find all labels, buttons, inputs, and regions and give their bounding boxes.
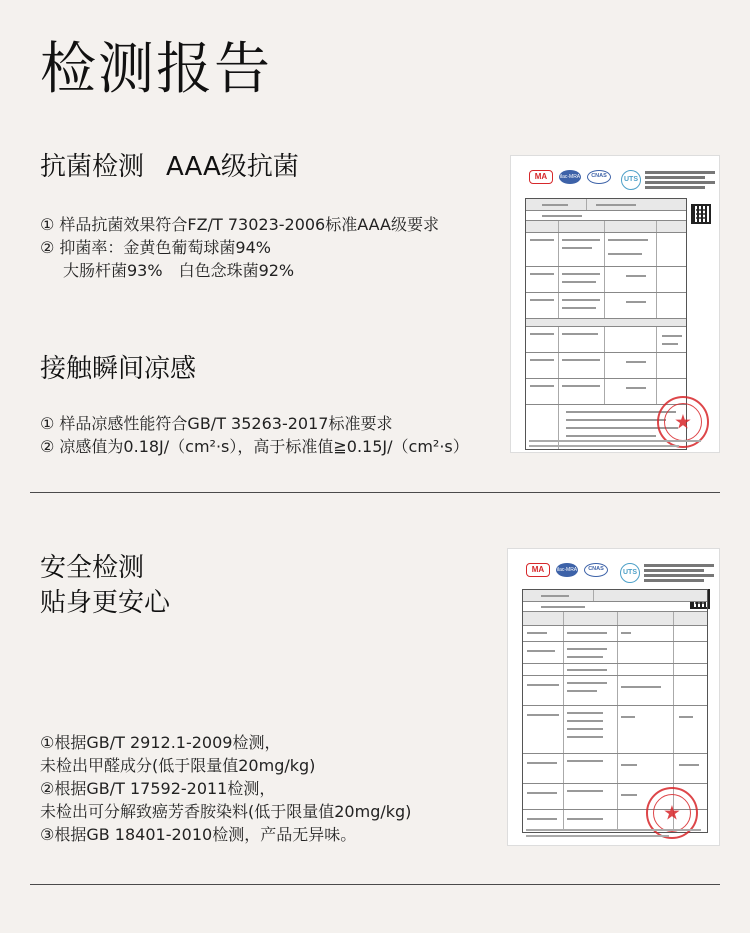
- safety-line-5: ③根据GB 18401-2010检测，产品无异味。: [40, 825, 357, 844]
- cooling-title: 接触瞬间凉感: [40, 354, 197, 384]
- antibacterial-grade: AAA级抗菌: [166, 152, 299, 182]
- page-title: 检测报告: [40, 37, 272, 102]
- qr-code-icon: [691, 204, 711, 224]
- antibacterial-title: 抗菌检测: [40, 152, 145, 182]
- section-divider-bottom: [30, 884, 720, 885]
- certificate-image-antibacterial: [510, 155, 720, 453]
- antibacterial-heading: [40, 150, 299, 184]
- certificate-image-safety: [507, 548, 720, 846]
- ilac-logo: ilac-MRA: [556, 563, 578, 577]
- cert-logos: [526, 563, 608, 577]
- cooling-line-2: ② 凉感值为0.18J/（cm²·s），高于标准值≧0.15J/（cm²·s）: [40, 437, 469, 456]
- safety-line-2: 未检出甲醛成分(低于限量值20mg/kg): [40, 756, 316, 775]
- lab-name-lines: [644, 564, 714, 584]
- safety-line-3: ②根据GB/T 17592-2011检测，: [40, 779, 276, 798]
- cma-logo: MA: [529, 170, 553, 184]
- safety-title-line-2: 贴身更安心: [40, 588, 171, 618]
- safety-line-1: ①根据GB/T 2912.1-2009检测，: [40, 733, 281, 752]
- ilac-logo: ilac-MRA: [559, 170, 581, 184]
- cnas-logo: CNAS: [587, 170, 611, 184]
- lab-name-lines: [645, 171, 715, 191]
- safety-title-line-1: 安全检测: [40, 553, 145, 583]
- official-seal-icon: ★: [646, 787, 698, 839]
- uts-logo: UTS: [621, 170, 641, 190]
- cnas-logo: CNAS: [584, 563, 608, 577]
- antibacterial-line-1: ① 样品抗菌效果符合FZ/T 73023-2006标准AAA级要求: [40, 215, 439, 234]
- antibacterial-line-2: ② 抑菌率：金黄色葡萄球菌94%: [40, 238, 271, 257]
- cma-logo: MA: [526, 563, 550, 577]
- section-divider: [30, 492, 720, 493]
- antibacterial-line-3: 大肠杆菌93% 白色念珠菌92%: [63, 261, 295, 280]
- cooling-line-1: ① 样品凉感性能符合GB/T 35263-2017标准要求: [40, 414, 393, 433]
- uts-logo: UTS: [620, 563, 640, 583]
- official-seal-icon: ★: [657, 396, 709, 448]
- cert-logos: [529, 170, 611, 184]
- safety-line-4: 未检出可分解致癌芳香胺染料(低于限量值20mg/kg): [40, 802, 412, 821]
